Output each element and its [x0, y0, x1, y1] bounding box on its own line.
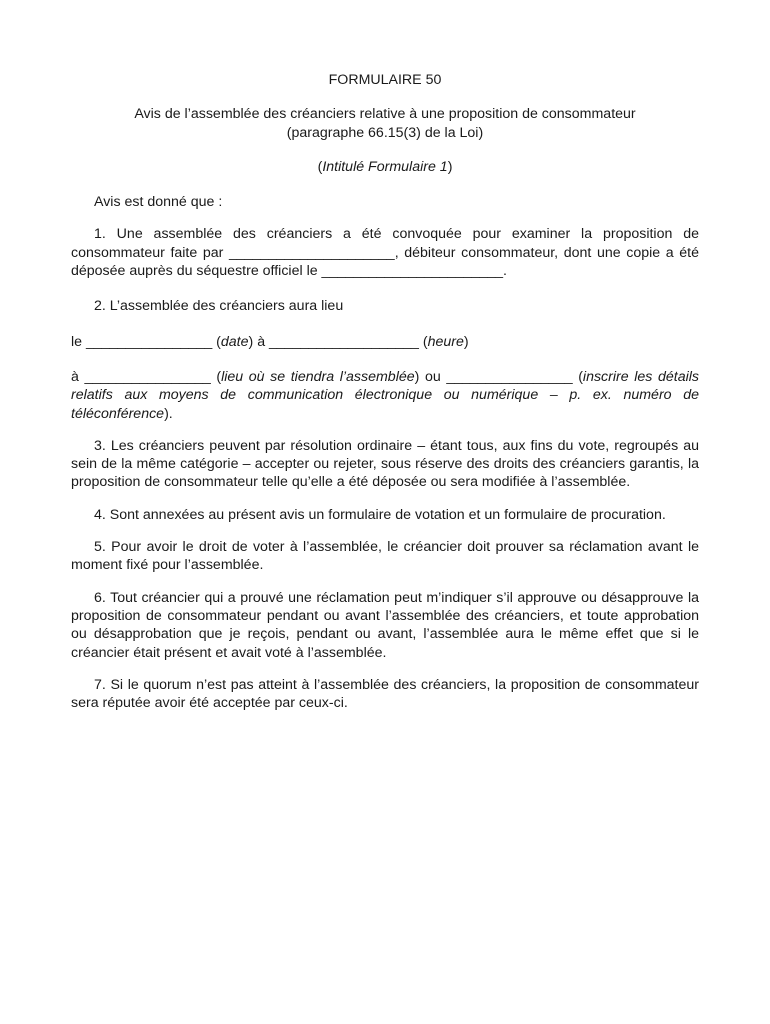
- form-subtitle: [71, 105, 699, 142]
- electronic-details-label: inscrire les détails relatifs aux moyens de communication électronique ou numérique – p. ex. numéro de téléconférence: [71, 368, 699, 422]
- paragraph-6: 6. Tout créancier qui a prouvé une réclamation peut m’indiquer s’il approuve ou désapprouve la proposition de consommateur pendant ou avant l’assemblée des créanciers, et toute approbation ou désapprobation que je reçois, pendant ou avant, l’assemblée aura le même effet que si le créancier était présent et avait voté à l’assemblée.: [71, 589, 699, 661]
- lieu-label: lieu où se tiendra l’assemblée: [221, 368, 415, 385]
- place-line-prefix: à ________________ (: [71, 368, 222, 385]
- form-body: [71, 71, 699, 712]
- place-line-suffix: ).: [164, 405, 173, 422]
- subtitle-line-2: (paragraphe 66.15(3) de la Loi): [286, 124, 484, 141]
- paragraph-2: 2. L’assemblée des créanciers aura lieu: [94, 298, 344, 315]
- paragraph-4: 4. Sont annexées au présent avis un formulaire de votation et un formulaire de procuration.: [94, 506, 666, 523]
- notice-intro: Avis est donné que :: [94, 194, 223, 211]
- intitule-reference: [71, 158, 699, 176]
- intitule-open: (: [317, 158, 323, 175]
- date-line-suffix: ): [463, 333, 469, 350]
- meeting-place-line: [71, 368, 699, 423]
- paragraph-7: 7. Si le quorum n’est pas atteint à l’assemblée des créanciers, la proposition de consommateur sera réputée avoir été acceptée par ceux-ci.: [71, 676, 699, 712]
- form-title: FORMULAIRE 50: [328, 72, 442, 88]
- paragraph-3: 3. Les créanciers peuvent par résolution ordinaire – étant tous, aux fins du vote, regroupés au sein de la même catégorie – accepter ou rejeter, sous réserve des droits des créanciers garantis, la proposition de consommateur telle qu’elle a été déposée ou sera modifiée à l’assemblée.: [71, 437, 699, 491]
- paragraph-1: 1. Une assemblée des créanciers a été convoquée pour examiner la proposition de consommateur faite par _____________________, débiteur consommateur, dont une copie a été déposée auprès du séquestre officiel le _______________________.: [71, 226, 699, 280]
- intitule-text: Intitulé Formulaire 1: [322, 158, 448, 175]
- date-label: date: [220, 333, 249, 350]
- place-line-middle: ) ou ________________ (: [414, 368, 583, 385]
- paragraph-5: 5. Pour avoir le droit de voter à l’assemblée, le créancier doit prouver sa réclamation avant le moment fixé pour l’assemblée.: [71, 539, 699, 574]
- meeting-date-line: [71, 333, 699, 351]
- heure-label: heure: [427, 333, 464, 350]
- intitule-close: ): [447, 158, 453, 175]
- date-line-middle: ) à ___________________ (: [248, 333, 428, 350]
- date-line-prefix: le ________________ (: [71, 333, 221, 350]
- subtitle-line-1: Avis de l’assemblée des créanciers relative à une proposition de consommateur: [134, 106, 636, 123]
